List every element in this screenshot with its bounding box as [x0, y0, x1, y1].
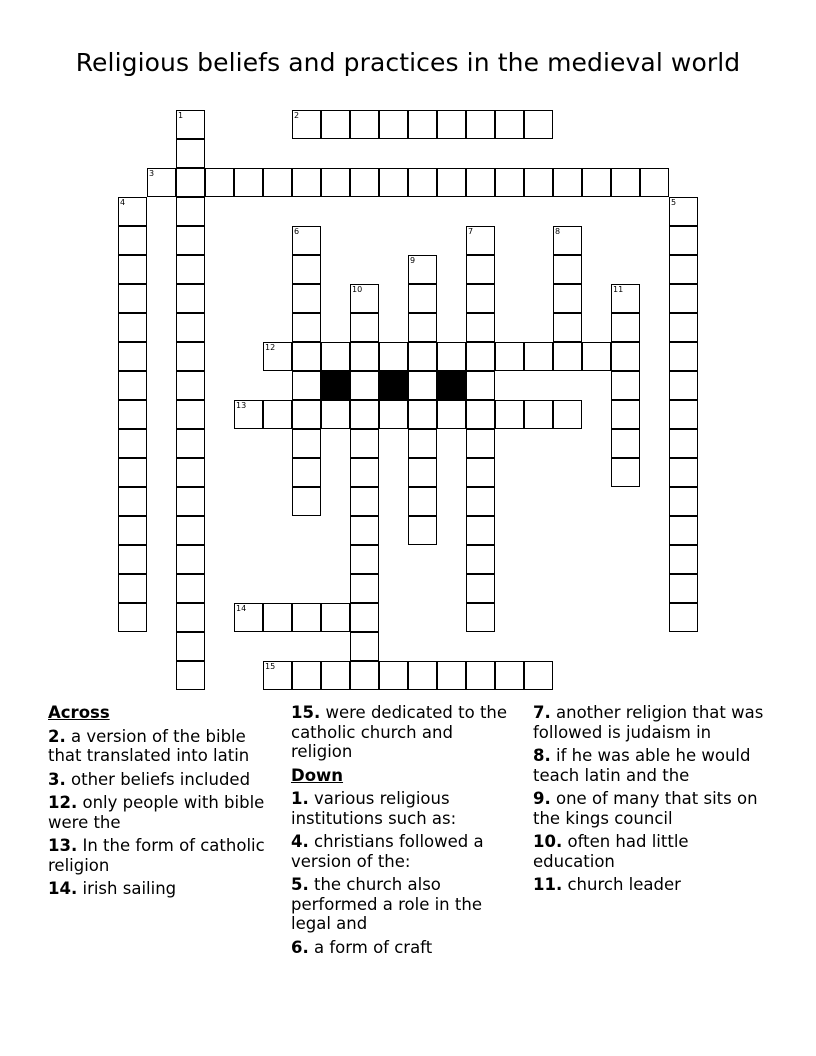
grid-cell[interactable]: [669, 284, 698, 313]
grid-cell[interactable]: [350, 110, 379, 139]
grid-cell[interactable]: [321, 342, 350, 371]
grid-cell[interactable]: [350, 487, 379, 516]
clue-number: 3: [149, 169, 155, 178]
grid-cell[interactable]: [611, 429, 640, 458]
grid-cell[interactable]: [176, 168, 205, 197]
grid-cell[interactable]: [611, 313, 640, 342]
clue-number: 2: [294, 111, 300, 120]
clue-number: 5: [671, 198, 677, 207]
grid-cell[interactable]: [147, 168, 176, 197]
grid-cell[interactable]: [350, 168, 379, 197]
clue-down-6: 6. a form of craft: [291, 937, 433, 957]
grid-cell[interactable]: [292, 487, 321, 516]
clue-number: 4: [120, 198, 126, 207]
clue-number: 6: [294, 227, 300, 236]
grid-cell[interactable]: [176, 516, 205, 545]
grid-cell[interactable]: [553, 168, 582, 197]
clue-across-13: 13. In the form of catholic religion: [48, 836, 265, 875]
grid-cell[interactable]: [263, 661, 292, 690]
grid-cell[interactable]: [350, 342, 379, 371]
grid-cell[interactable]: [553, 284, 582, 313]
grid-cell[interactable]: [553, 226, 582, 255]
clue-number: 8: [555, 227, 561, 236]
grid-cell[interactable]: [118, 487, 147, 516]
grid-cell[interactable]: [176, 110, 205, 139]
grid-cell[interactable]: [350, 661, 379, 690]
grid-cell[interactable]: [118, 400, 147, 429]
grid-cell[interactable]: [524, 400, 553, 429]
grid-cell[interactable]: [321, 603, 350, 632]
grid-cell[interactable]: [669, 342, 698, 371]
grid-cell[interactable]: [466, 110, 495, 139]
grid-cell[interactable]: [176, 313, 205, 342]
grid-cell[interactable]: [669, 429, 698, 458]
grid-cell[interactable]: [611, 284, 640, 313]
grid-cell[interactable]: [292, 458, 321, 487]
grid-cell[interactable]: [118, 342, 147, 371]
grid-cell[interactable]: [553, 342, 582, 371]
grid-cell[interactable]: [408, 313, 437, 342]
clues-column-1: [48, 703, 284, 903]
grid-cell[interactable]: [408, 284, 437, 313]
grid-cell[interactable]: [176, 574, 205, 603]
clue-number: 1: [178, 111, 184, 120]
grid-cell[interactable]: [176, 284, 205, 313]
grid-cell[interactable]: [292, 110, 321, 139]
grid-cell[interactable]: [611, 400, 640, 429]
grid-cell[interactable]: [669, 400, 698, 429]
grid-cell[interactable]: [118, 603, 147, 632]
shaded-cell: [437, 371, 466, 400]
grid-cell[interactable]: [379, 400, 408, 429]
grid-cell[interactable]: [669, 516, 698, 545]
clue-down-11: 11. church leader: [533, 875, 681, 894]
grid-cell[interactable]: [408, 110, 437, 139]
clue-down-1: 1. various religious institutions such as:: [291, 789, 457, 828]
grid-cell[interactable]: [611, 168, 640, 197]
grid-cell[interactable]: [437, 168, 466, 197]
clue-number: 7: [468, 227, 474, 236]
grid-cell[interactable]: [379, 661, 408, 690]
grid-cell[interactable]: [176, 255, 205, 284]
clue-number: 9: [410, 256, 416, 265]
grid-cell[interactable]: [553, 313, 582, 342]
clue-down-7: 7. another religion that was followed is judaism in: [533, 703, 764, 742]
grid-cell[interactable]: [350, 574, 379, 603]
grid-cell[interactable]: [292, 342, 321, 371]
clue-across-2: 2. a version of the bible that translated into latin: [48, 726, 250, 765]
puzzle-title: Religious beliefs and practices in the medieval world: [75, 48, 741, 77]
grid-cell[interactable]: [350, 516, 379, 545]
grid-cell[interactable]: [321, 661, 350, 690]
grid-cell[interactable]: [466, 429, 495, 458]
grid-cell[interactable]: [292, 429, 321, 458]
grid-cell[interactable]: [669, 197, 698, 226]
grid-cell[interactable]: [176, 226, 205, 255]
grid-cell[interactable]: [437, 110, 466, 139]
clue-number: 15: [265, 662, 276, 671]
grid-cell[interactable]: [292, 400, 321, 429]
grid-cell[interactable]: [118, 545, 147, 574]
grid-cell[interactable]: [611, 458, 640, 487]
grid-cell[interactable]: [437, 342, 466, 371]
clue-across-3: 3. other beliefs included: [48, 769, 251, 789]
grid-cell[interactable]: [640, 168, 669, 197]
grid-cell[interactable]: [234, 603, 263, 632]
grid-cell[interactable]: [408, 371, 437, 400]
grid-cell[interactable]: [321, 110, 350, 139]
clues-column-3: [533, 703, 773, 899]
grid-cell[interactable]: [176, 545, 205, 574]
grid-cell[interactable]: [495, 342, 524, 371]
grid-cell[interactable]: [466, 255, 495, 284]
grid-cell[interactable]: [292, 313, 321, 342]
grid-cell[interactable]: [669, 371, 698, 400]
grid-cell[interactable]: [408, 458, 437, 487]
grid-cell[interactable]: [292, 284, 321, 313]
grid-cell[interactable]: [176, 429, 205, 458]
grid-cell[interactable]: [495, 661, 524, 690]
grid-cell[interactable]: [118, 371, 147, 400]
grid-cell[interactable]: [524, 661, 553, 690]
shaded-cell: [379, 371, 408, 400]
grid-cell[interactable]: [553, 400, 582, 429]
grid-cell[interactable]: [582, 168, 611, 197]
grid-cell[interactable]: [350, 458, 379, 487]
grid-cell[interactable]: [466, 458, 495, 487]
grid-cell[interactable]: [234, 400, 263, 429]
clue-number: 11: [613, 285, 624, 294]
grid-cell[interactable]: [524, 168, 553, 197]
grid-cell[interactable]: [379, 110, 408, 139]
grid-cell[interactable]: [495, 110, 524, 139]
grid-cell[interactable]: [263, 400, 292, 429]
grid-cell[interactable]: [669, 226, 698, 255]
grid-cell[interactable]: [321, 400, 350, 429]
grid-cell[interactable]: [176, 342, 205, 371]
grid-cell[interactable]: [466, 661, 495, 690]
grid-cell[interactable]: [176, 632, 205, 661]
grid-cell[interactable]: [408, 400, 437, 429]
grid-cell[interactable]: [466, 313, 495, 342]
grid-cell[interactable]: [466, 400, 495, 429]
clue-down-8: 8. if he was able he would teach latin and the: [533, 746, 751, 785]
clue-number: 14: [236, 604, 247, 613]
grid-cell[interactable]: [350, 371, 379, 400]
grid-cell[interactable]: [205, 168, 234, 197]
grid-cell[interactable]: [611, 371, 640, 400]
grid-cell[interactable]: [466, 342, 495, 371]
grid-cell[interactable]: [263, 342, 292, 371]
grid-cell[interactable]: [118, 313, 147, 342]
grid-cell[interactable]: [350, 545, 379, 574]
grid-cell[interactable]: [408, 516, 437, 545]
clue-across-12: 12. only people with bible were the: [48, 793, 265, 832]
grid-cell[interactable]: [524, 110, 553, 139]
grid-cell[interactable]: [408, 342, 437, 371]
clue-down-9: 9. one of many that sits on the kings council: [533, 789, 758, 828]
grid-cell[interactable]: [466, 284, 495, 313]
grid-cell[interactable]: [176, 603, 205, 632]
grid-cell[interactable]: [408, 168, 437, 197]
grid-cell[interactable]: [350, 313, 379, 342]
grid-cell[interactable]: [466, 168, 495, 197]
grid-cell[interactable]: [669, 487, 698, 516]
grid-cell[interactable]: [118, 458, 147, 487]
clue-down-4: 4. christians followed a version of the:: [291, 832, 484, 871]
clue-across-15: 15. were dedicated to the catholic church and religion: [291, 703, 508, 761]
grid-cell[interactable]: [292, 255, 321, 284]
grid-cell[interactable]: [669, 603, 698, 632]
grid-cell[interactable]: [176, 371, 205, 400]
clue-number: 10: [352, 285, 363, 294]
grid-cell[interactable]: [292, 226, 321, 255]
grid-cell[interactable]: [408, 255, 437, 284]
clues-column-2: [291, 703, 517, 961]
grid-cell[interactable]: [495, 168, 524, 197]
grid-cell[interactable]: [118, 574, 147, 603]
down-heading: Down: [291, 765, 344, 785]
grid-cell[interactable]: [263, 168, 292, 197]
grid-cell[interactable]: [669, 574, 698, 603]
grid-cell[interactable]: [408, 661, 437, 690]
grid-cell[interactable]: [118, 516, 147, 545]
grid-cell[interactable]: [669, 255, 698, 284]
shaded-cell: [321, 371, 350, 400]
grid-cell[interactable]: [379, 168, 408, 197]
grid-cell[interactable]: [350, 429, 379, 458]
grid-cell[interactable]: [350, 603, 379, 632]
grid-cell[interactable]: [466, 516, 495, 545]
grid-cell[interactable]: [466, 574, 495, 603]
across-heading: Across: [48, 703, 110, 722]
grid-cell[interactable]: [176, 487, 205, 516]
grid-cell[interactable]: [234, 168, 263, 197]
clue-number: 13: [236, 401, 247, 410]
grid-cell[interactable]: [118, 197, 147, 226]
grid-cell[interactable]: [321, 168, 350, 197]
grid-cell[interactable]: [292, 661, 321, 690]
grid-cell[interactable]: [292, 168, 321, 197]
grid-cell[interactable]: [118, 255, 147, 284]
grid-cell[interactable]: [118, 284, 147, 313]
clue-down-5: 5. the church also performed a role in the legal and: [291, 875, 482, 933]
grid-cell[interactable]: [118, 429, 147, 458]
grid-cell[interactable]: [176, 197, 205, 226]
grid-cell[interactable]: [669, 458, 698, 487]
grid-cell[interactable]: [176, 400, 205, 429]
clue-down-10: 10. often had little education: [533, 832, 689, 871]
grid-cell[interactable]: [176, 458, 205, 487]
grid-cell[interactable]: [524, 342, 553, 371]
grid-cell[interactable]: [582, 342, 611, 371]
grid-cell[interactable]: [466, 487, 495, 516]
grid-cell[interactable]: [669, 545, 698, 574]
grid-cell[interactable]: [437, 661, 466, 690]
grid-cell[interactable]: [466, 371, 495, 400]
grid-cell[interactable]: [437, 400, 466, 429]
grid-cell[interactable]: [263, 603, 292, 632]
clue-across-14: 14. irish sailing: [48, 879, 177, 898]
grid-cell[interactable]: [176, 661, 205, 690]
grid-cell[interactable]: [408, 429, 437, 458]
grid-cell[interactable]: [118, 226, 147, 255]
grid-cell[interactable]: [495, 400, 524, 429]
grid-cell[interactable]: [408, 487, 437, 516]
grid-cell[interactable]: [176, 139, 205, 168]
grid-cell[interactable]: [292, 603, 321, 632]
grid-cell[interactable]: [379, 342, 408, 371]
grid-cell[interactable]: [466, 226, 495, 255]
grid-cell[interactable]: [292, 371, 321, 400]
grid-cell[interactable]: [466, 603, 495, 632]
grid-cell[interactable]: [669, 313, 698, 342]
grid-cell[interactable]: [350, 284, 379, 313]
grid-cell[interactable]: [350, 400, 379, 429]
clue-number: 12: [265, 343, 276, 352]
grid-cell[interactable]: [611, 342, 640, 371]
grid-cell[interactable]: [553, 255, 582, 284]
grid-cell[interactable]: [350, 632, 379, 661]
grid-cell[interactable]: [466, 545, 495, 574]
